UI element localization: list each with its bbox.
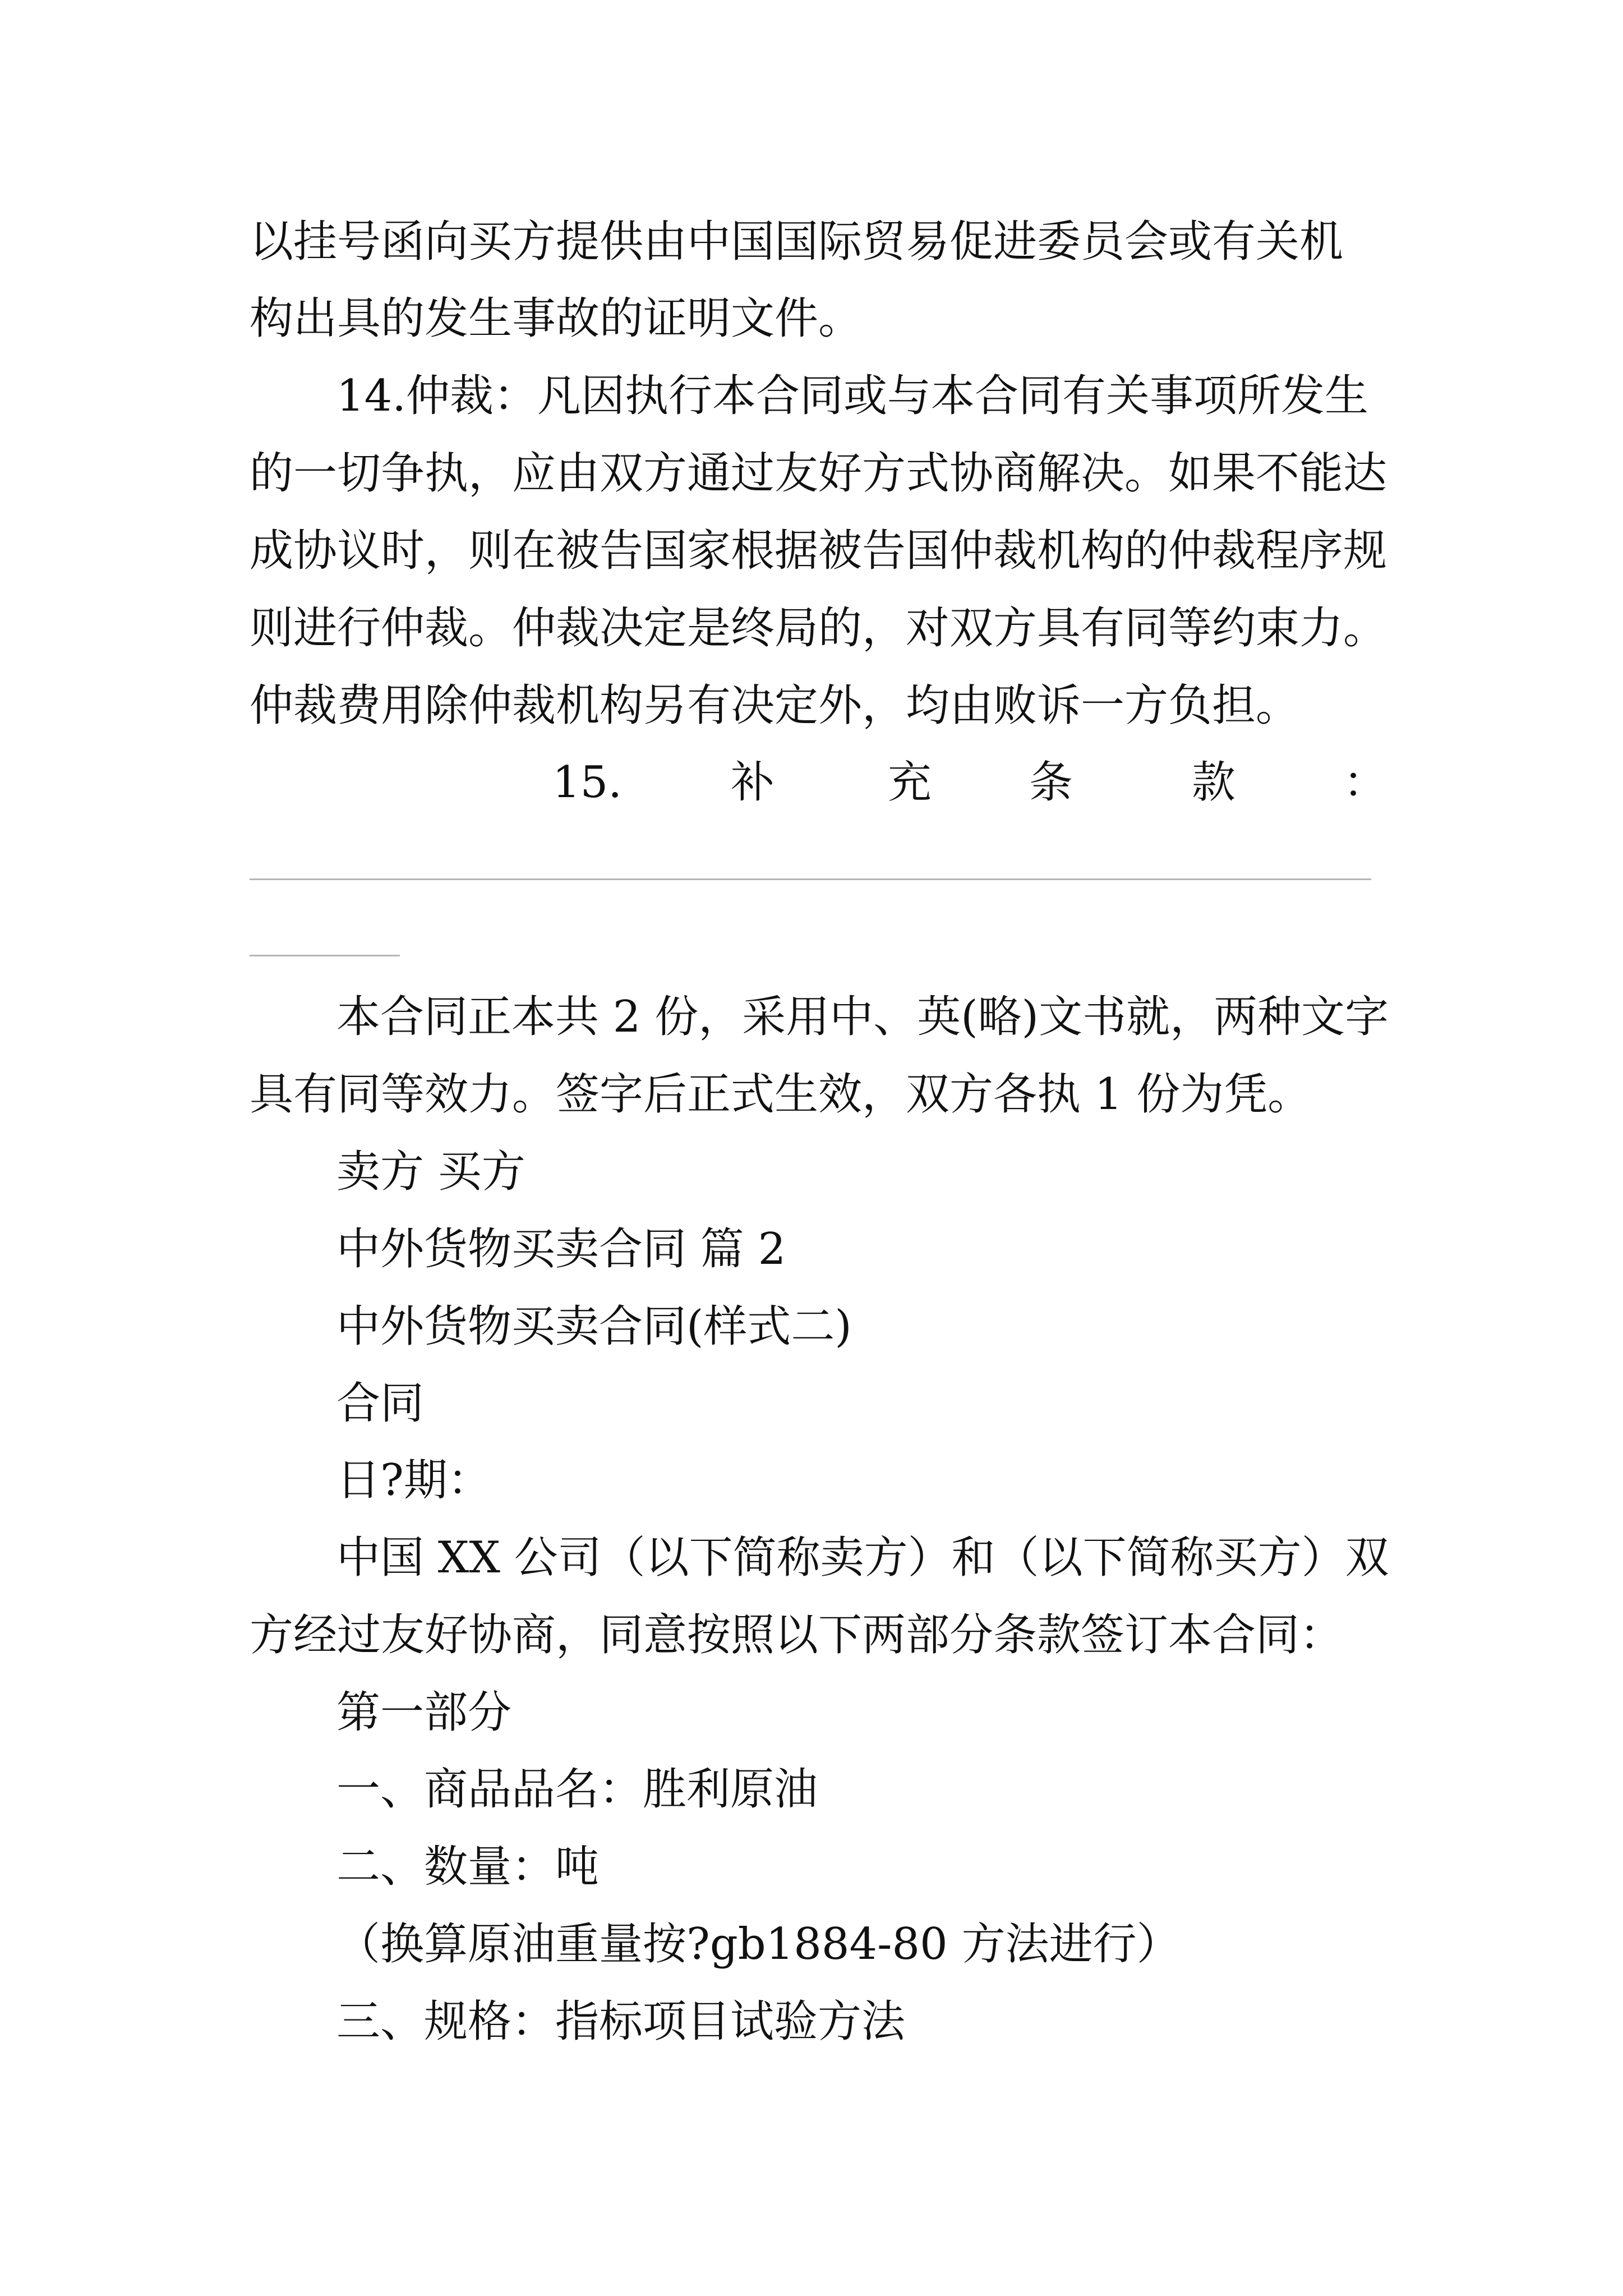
clause-number: 15. (552, 757, 623, 808)
heading-colon: ： (1343, 757, 1387, 808)
heading-char: 补 (731, 757, 775, 808)
section-title: 中外货物买卖合同 篇 2 (336, 1224, 786, 1274)
part-heading: 第一部分 (336, 1687, 512, 1738)
item-specification: 三、规格：指标项目试验方法 (336, 1996, 906, 2047)
quantity-note: （换算原油重量按?gb1884-80 方法进行） (336, 1919, 1181, 1970)
signature-parties: 卖方 买方 (336, 1147, 525, 1197)
body-text-line: 的一切争执，应由双方通过友好方式协商解决。如果不能达 (250, 448, 1387, 499)
clause-14-arbitration: 14.仲裁：凡因执行本合同或与本合同有关事项所发生 (336, 371, 1369, 421)
heading-char: 充 (888, 757, 932, 808)
item-quantity: 二、数量：吨 (336, 1842, 600, 1892)
body-text-line: 中国 XX 公司（以下简称卖方）和（以下简称买方）双 (336, 1533, 1389, 1583)
body-text-line: 以挂号函向买方提供由中国国际贸易促进委员会或有关机 (250, 217, 1344, 267)
section-subtitle: 中外货物买卖合同(样式二) (336, 1301, 852, 1352)
heading-char: 款 (1192, 757, 1236, 808)
blank-fill-line (250, 878, 1371, 880)
body-text-line: 构出具的发生事故的证明文件。 (250, 293, 863, 344)
body-text-line: 仲裁费用除仲裁机构另有决定外，均由败诉一方负担。 (250, 680, 1300, 731)
body-text-line: 具有同等效力。签字后正式生效，双方各执 1 份为凭。 (250, 1069, 1312, 1120)
contract-label: 合同 (336, 1378, 425, 1429)
body-text-line: 本合同正本共 2 份，采用中、英(略)文书就，两种文字 (336, 992, 1389, 1042)
item-product-name: 一、商品品名：胜利原油 (336, 1764, 818, 1815)
body-text-line: 成协议时，则在被告国家根据被告国仲裁机构的仲裁程序规 (250, 526, 1387, 576)
heading-char: 条 (1029, 757, 1073, 808)
body-text-line: 则进行仲裁。仲裁决定是终局的，对双方具有同等约束力。 (250, 603, 1387, 654)
clause-15-supplementary-heading (552, 757, 1387, 808)
blank-fill-line-short (250, 955, 400, 956)
body-text-line: 方经过友好协商，同意按照以下两部分条款签订本合同： (250, 1610, 1344, 1660)
date-label: 日?期： (336, 1455, 491, 1506)
